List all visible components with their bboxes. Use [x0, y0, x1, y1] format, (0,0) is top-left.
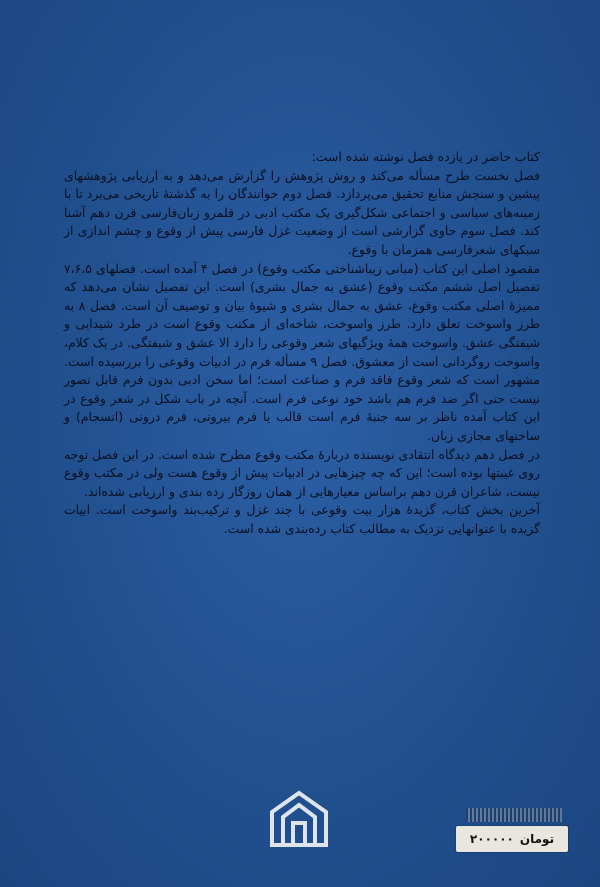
price-sticker: [456, 826, 568, 852]
publisher-logo: [268, 790, 330, 848]
price-currency: تومان: [519, 832, 555, 846]
blurb-paragraph-2: فصل نخست طرح مسأله می‌کند و روش پژوهش را گزارش می‌دهد و به ارزیابی پژوهشهای پیشین و سنجش منابع تحقیق می‌پردازد. فصل دوم خوانندگان را به گذشتهٔ تاریخی می‌برد تا با زمینه‌های سیاسی و اجتماعی شکل‌گیری یک مکتب ادبی در قلمرو زبان‌فارسی قرن دهم آشنا کند. فصل سوم حاوی گزارشی است از وضعیت غزل فارسی پیش از وقوع و چشم اندازی از سبکهای شعرفارسی همزمان با وقوع.: [64, 167, 540, 257]
blurb-paragraph-5: آخرین بخش کتاب، گزیدهٔ هزار بیت وقوعی با چند غزل و ترکیب‌بند واسوخت است. ابیات گزیده با عنوانهایی نزدیک به مطالب کتاب رده‌بندی شده است.: [64, 502, 540, 536]
blurb-paragraph-1: کتاب حاضر در یازده فصل نوشته شده است:: [311, 149, 540, 164]
blurb-paragraph-3: مقصود اصلی این کتاب (مبانی زیباشناختی مکتب وقوع) در فصل ۴ آمده است. فصلهای ۷،۶،۵ تفصیل اصل ششم مکتب وقوع (عشق به جمال بشری) است. این تفصیل نشان می‌دهد که ممیزهٔ اصلی مکتب وقوع، عشق به جمال بشری و شیوهٔ بیان و توصیف آن است. فصل ۸ به طرز واسوخت تعلق دارد. طرز واسوخت، شاخه‌ای از مکتب وقوع است در طرد شیدایی و شیفتگی عشق. واسوخت همهٔ ویژگیهای شعر وقوعی را دارد الا عشق و شیفتگی. در یک کلام، واسوخت روگردانی است از معشوق. فصل ۹ مسأله فرم در ادبیات وقوعی را بررسیده است. مشهور است که شعر وقوع فاقد فرم و صناعت است؛ اما سخن ادبی بدون فرم قابل تصور نیست حتی اگر ضد فرم هم باشد خود نوعی فرم است. آنچه در باب شکل در شعر وقوع در این کتاب آمده ناظر بر سه جنبهٔ فرم است قالب یا فرم بیرونی، فرم درونی (انسجام) و ساختهای مجازی زبان.: [64, 260, 540, 443]
price-amount: ۲۰۰۰۰۰: [469, 832, 514, 846]
barcode-strip: [466, 808, 562, 822]
blurb-paragraph-4: در فصل دهم دیدگاه انتقادی نویسنده دربارهٔ مکتب وقوع مطرح شده است. در این فصل توجه روی غیبتها بوده است؛ این که چه چیزهایی در ادبیات پیش از وقوع هست ولی در مکتب وقوع نیست، شاعران قرن دهم براساس معیارهایی از همان روزگار رده بندی و ارزیابی شده‌اند.: [64, 446, 540, 499]
blurb-text: [64, 148, 540, 538]
